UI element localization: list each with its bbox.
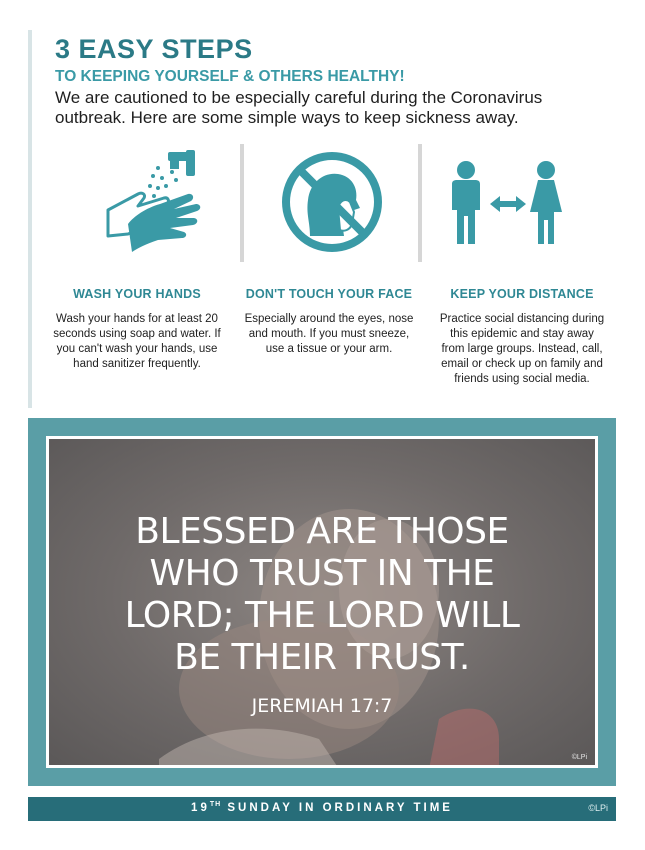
social-distance-icon bbox=[446, 160, 566, 248]
footer-number: 19 bbox=[191, 801, 210, 814]
footer-bar bbox=[28, 797, 616, 821]
photo-credit: ©LPi bbox=[571, 754, 587, 761]
page-subtitle: TO KEEPING YOURSELF & OTHERS HEALTHY! bbox=[55, 68, 405, 85]
praying-hands-photo bbox=[46, 436, 598, 768]
step-heading-dont-touch-face: DON'T TOUCH YOUR FACE bbox=[245, 287, 413, 301]
step-text-dont-touch-face: Especially around the eyes, nose and mouth. If you must sneeze, use a tissue or your arm. bbox=[244, 313, 414, 355]
verse-text: BLESSED ARE THOSE WHO TRUST IN THE LORD; THE LORD WILL BE THEIR TRUST. bbox=[124, 511, 520, 678]
step-text-wash-hands: Wash your hands for at least 20 seconds using soap and water. If you can't wash your hands, use hand sanitizer frequently. bbox=[53, 313, 221, 370]
page-title: 3 EASY STEPS bbox=[55, 34, 253, 64]
intro-text: We are cautioned to be especially careful during the Coronavirus outbreak. Here are some simple ways to keep sickness away. bbox=[55, 88, 543, 127]
accent-bar bbox=[28, 30, 32, 408]
footer-title bbox=[28, 801, 616, 814]
step-text-keep-distance: Practice social distancing during this epidemic and stay away from large groups. Instead, call, email or check up on family and friends using social media. bbox=[439, 313, 605, 385]
step-heading-keep-distance: KEEP YOUR DISTANCE bbox=[450, 287, 594, 301]
verse-frame bbox=[28, 418, 616, 786]
footer-credit: ©LPi bbox=[588, 803, 608, 813]
step-heading-wash-hands: WASH YOUR HANDS bbox=[73, 287, 201, 301]
footer-label: SUNDAY IN ORDINARY TIME bbox=[227, 801, 453, 814]
footer-ordinal: TH bbox=[209, 801, 222, 808]
no-face-touch-icon bbox=[280, 150, 384, 254]
verse-reference: JEREMIAH 17:7 bbox=[251, 695, 393, 717]
divider bbox=[418, 144, 422, 262]
divider bbox=[240, 144, 244, 262]
handwashing-icon bbox=[98, 148, 208, 260]
